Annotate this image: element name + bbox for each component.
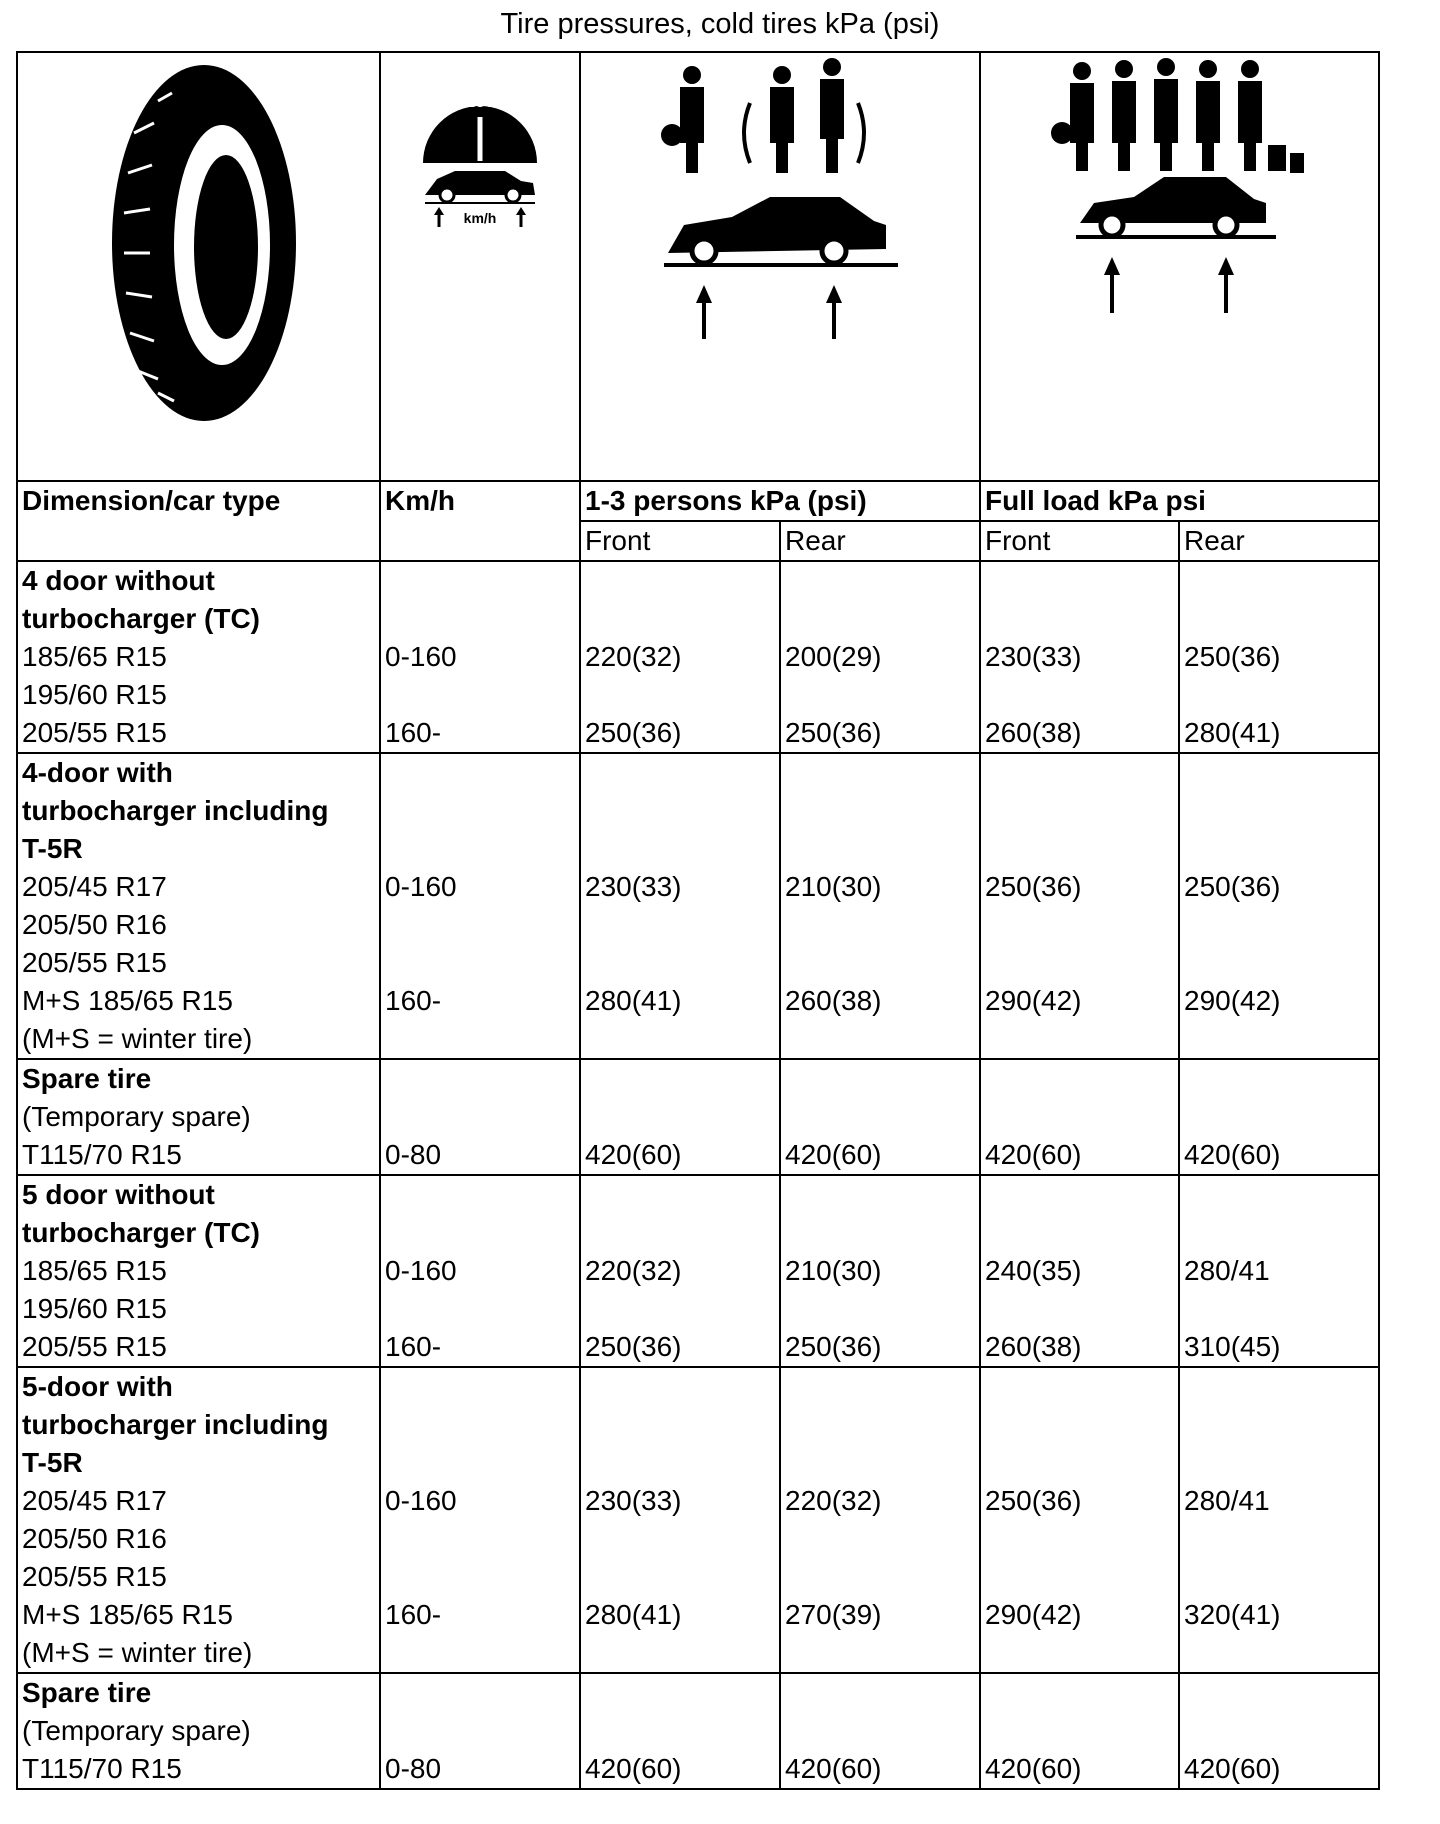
pressure-value: 230(33) — [585, 1485, 682, 1516]
page-title: Tire pressures, cold tires kPa (psi) — [500, 8, 940, 40]
tire-size: 205/45 R17 — [22, 871, 167, 902]
pressure-value: 310(45) — [1184, 1331, 1281, 1362]
table-row — [17, 1175, 1379, 1367]
persons-full-cell — [980, 52, 1379, 481]
speed-value: 160- — [385, 985, 442, 1016]
speed-value: 0-80 — [385, 1753, 442, 1784]
tire-size: 205/55 R15 — [22, 1561, 167, 1592]
pressure-value: 210(30) — [785, 871, 882, 902]
tire-size: 195/60 R15 — [22, 679, 167, 710]
tire-size: 205/55 R15 — [22, 1331, 167, 1362]
light-rear-cell — [780, 1367, 980, 1673]
dimension-cell — [17, 561, 380, 753]
full-load-icon — [1040, 53, 1320, 353]
pressure-value: 280(41) — [1184, 717, 1281, 748]
pressure-value: 320(41) — [1184, 1599, 1281, 1630]
pressure-value: 420(60) — [785, 1139, 882, 1170]
speed-unit-label: km/h — [463, 210, 497, 226]
light-rear-cell — [780, 1673, 980, 1789]
persons-light-cell — [580, 52, 980, 481]
header-row — [17, 481, 1379, 521]
full-rear-cell — [1179, 1059, 1379, 1175]
table-row — [17, 1673, 1379, 1789]
pressure-value: 220(32) — [785, 1485, 882, 1516]
dimension-cell — [17, 1367, 380, 1673]
speed-cell — [380, 1367, 580, 1673]
tire-size: 205/50 R16 — [22, 909, 167, 940]
speed-value: 0-160 — [385, 871, 457, 902]
pressure-value: 420(60) — [1184, 1753, 1281, 1784]
light-rear-cell — [780, 1059, 980, 1175]
pressure-value: 280/41 — [1184, 1255, 1270, 1286]
persons-1-3-icon — [650, 53, 910, 353]
full-rear-cell — [1179, 1367, 1379, 1673]
speed-value: 0-160 — [385, 1485, 457, 1516]
pressure-value: 220(32) — [585, 1255, 682, 1286]
full-front-cell — [980, 1673, 1179, 1789]
pressure-value: 420(60) — [585, 1139, 682, 1170]
table-row — [17, 1059, 1379, 1175]
header-speed: Km/h — [380, 481, 580, 561]
pressure-value: 200(29) — [785, 641, 882, 672]
speed-cell — [380, 561, 580, 753]
full-rear-cell — [1179, 1175, 1379, 1367]
car-type-label: T-5R — [22, 1447, 83, 1478]
pressure-value: 290(42) — [985, 1599, 1082, 1630]
dimension-cell — [17, 1175, 380, 1367]
tire-cell — [17, 52, 380, 481]
tire-size: (Temporary spare) — [22, 1715, 251, 1746]
pressure-value: 420(60) — [985, 1139, 1082, 1170]
light-front-cell — [580, 753, 780, 1059]
pressure-value: 250(36) — [985, 1485, 1082, 1516]
dimension-cell — [17, 1673, 380, 1789]
light-front-cell — [580, 1175, 780, 1367]
header-light-load: 1-3 persons kPa (psi) — [580, 481, 980, 521]
car-type-label: T-5R — [22, 833, 83, 864]
pressure-value: 240(35) — [985, 1255, 1082, 1286]
full-rear-cell — [1179, 561, 1379, 753]
dimension-cell — [17, 1059, 380, 1175]
tire-size: (Temporary spare) — [22, 1101, 251, 1132]
light-rear-cell — [780, 1175, 980, 1367]
tire-size: 185/65 R15 — [22, 641, 167, 672]
pressure-value: 260(38) — [785, 985, 882, 1016]
light-front-cell — [580, 561, 780, 753]
speedometer-icon — [415, 75, 545, 235]
full-front-cell — [980, 1059, 1179, 1175]
tire-icon — [94, 53, 304, 433]
light-front-cell — [580, 1673, 780, 1789]
light-rear-cell — [780, 753, 980, 1059]
dimension-cell — [17, 753, 380, 1059]
pressure-value: 260(38) — [985, 1331, 1082, 1362]
speed-cell — [380, 1673, 580, 1789]
speed-cell — [380, 1175, 580, 1367]
car-type-label: Spare tire — [22, 1063, 152, 1094]
car-type-label: turbocharger (TC) — [22, 603, 260, 634]
table-row — [17, 561, 1379, 753]
tire-size: 205/55 R15 — [22, 947, 167, 978]
pressure-value: 250(36) — [585, 1331, 682, 1362]
tire-size: 205/45 R17 — [22, 1485, 167, 1516]
car-type-label: turbocharger including — [22, 1409, 329, 1440]
speedometer-cell — [380, 52, 580, 481]
speed-value: 160- — [385, 1599, 442, 1630]
pressure-value: 250(36) — [1184, 641, 1281, 672]
light-rear-cell — [780, 561, 980, 753]
illustration-row — [17, 52, 1379, 481]
table-row — [17, 1367, 1379, 1673]
tire-size: (M+S = winter tire) — [22, 1637, 253, 1668]
header-light-front: Front — [580, 521, 780, 561]
pressure-value: 230(33) — [585, 871, 682, 902]
pressure-value: 420(60) — [985, 1753, 1082, 1784]
table-row — [17, 753, 1379, 1059]
full-rear-cell — [1179, 1673, 1379, 1789]
speedometer-value: 160 — [464, 91, 496, 111]
pressure-value: 250(36) — [985, 871, 1082, 902]
pressure-value: 280/41 — [1184, 1485, 1270, 1516]
light-front-cell — [580, 1367, 780, 1673]
speed-value: 0-160 — [385, 641, 457, 672]
header-full-load: Full load kPa psi — [980, 481, 1379, 521]
pressure-value: 270(39) — [785, 1599, 882, 1630]
tire-size: M+S 185/65 R15 — [22, 985, 233, 1016]
full-rear-cell — [1179, 753, 1379, 1059]
car-type-label: 5-door with — [22, 1371, 173, 1402]
tire-size: (M+S = winter tire) — [22, 1023, 253, 1054]
tire-size: T115/70 R15 — [22, 1139, 182, 1170]
pressure-value: 420(60) — [785, 1753, 882, 1784]
car-type-label: turbocharger including — [22, 795, 329, 826]
pressure-value: 280(41) — [585, 985, 682, 1016]
pressure-value: 220(32) — [585, 641, 682, 672]
car-type-label: 5 door without — [22, 1179, 215, 1210]
pressure-value: 290(42) — [1184, 985, 1281, 1016]
pressure-value: 250(36) — [785, 1331, 882, 1362]
speed-value: 160- — [385, 1331, 442, 1362]
tire-size: 205/55 R15 — [22, 717, 167, 748]
car-type-label: 4 door without — [22, 565, 215, 596]
speed-cell — [380, 1059, 580, 1175]
header-light-rear: Rear — [780, 521, 980, 561]
pressure-value: 250(36) — [1184, 871, 1281, 902]
car-type-label: Spare tire — [22, 1677, 152, 1708]
tire-size: T115/70 R15 — [22, 1753, 182, 1784]
full-front-cell — [980, 1367, 1179, 1673]
full-front-cell — [980, 1175, 1179, 1367]
pressure-value: 420(60) — [585, 1753, 682, 1784]
car-type-label: turbocharger (TC) — [22, 1217, 260, 1248]
speed-value: 0-80 — [385, 1139, 442, 1170]
data-rows — [17, 561, 1379, 1789]
light-front-cell — [580, 1059, 780, 1175]
pressure-value: 260(38) — [985, 717, 1082, 748]
tire-size: 185/65 R15 — [22, 1255, 167, 1286]
header-full-rear: Rear — [1179, 521, 1379, 561]
tire-size: 195/60 R15 — [22, 1293, 167, 1324]
pressure-value: 250(36) — [585, 717, 682, 748]
car-type-label: 4-door with — [22, 757, 173, 788]
tire-size: M+S 185/65 R15 — [22, 1599, 233, 1630]
speed-value: 160- — [385, 717, 442, 748]
pressure-value: 290(42) — [985, 985, 1082, 1016]
full-front-cell — [980, 753, 1179, 1059]
tire-pressure-table — [16, 51, 1380, 1790]
pressure-value: 230(33) — [985, 641, 1082, 672]
pressure-value: 250(36) — [785, 717, 882, 748]
pressure-value: 280(41) — [585, 1599, 682, 1630]
header-dimension: Dimension/car type — [17, 481, 380, 561]
header-full-front: Front — [980, 521, 1179, 561]
tire-size: 205/50 R16 — [22, 1523, 167, 1554]
speed-cell — [380, 753, 580, 1059]
speed-value: 0-160 — [385, 1255, 457, 1286]
pressure-value: 420(60) — [1184, 1139, 1281, 1170]
full-front-cell — [980, 561, 1179, 753]
pressure-value: 210(30) — [785, 1255, 882, 1286]
